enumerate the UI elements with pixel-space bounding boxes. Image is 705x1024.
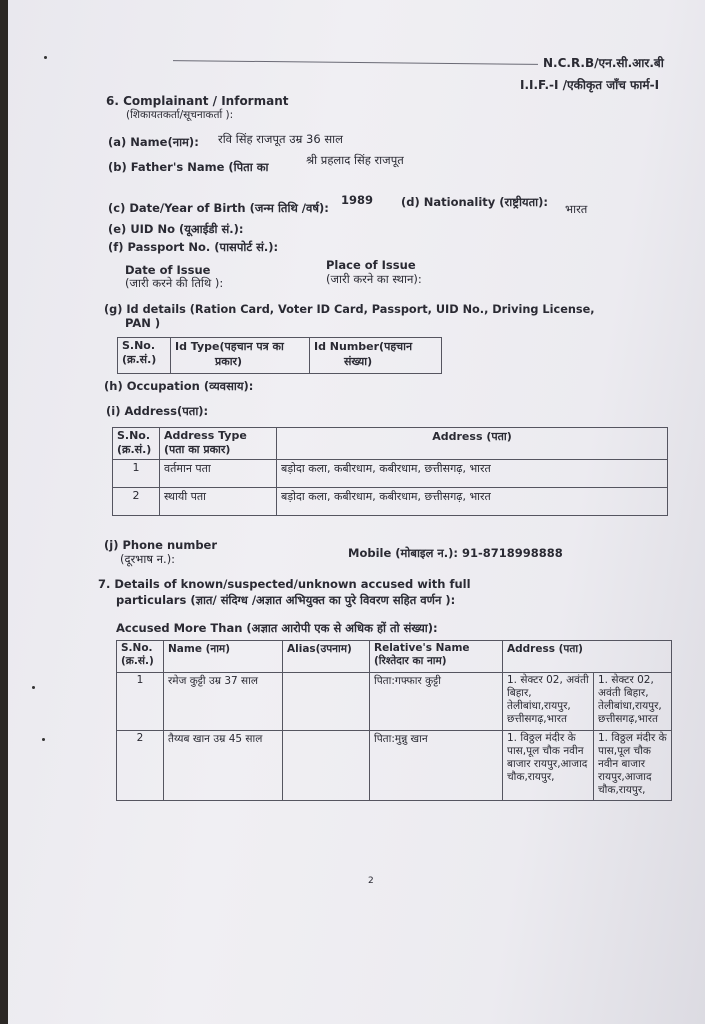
- addr-sno: 2: [113, 488, 160, 516]
- table-row: [117, 673, 672, 731]
- page-number: 2: [368, 876, 374, 886]
- section7-title-2: particulars (ज्ञात/ संदिग्ध /अज्ञात अभियुक्त का पुरे विवरण सहित वर्णन ):: [116, 593, 456, 607]
- passport-label: (f) Passport No. (पासपोर्ट सं.):: [108, 240, 279, 254]
- acc-name: रमेज कुट्टी उम्र 37 साल: [164, 673, 283, 731]
- id-details-label: (g) Id details (Ration Card, Voter ID Card, Passport, UID No., Driving License,: [104, 303, 595, 316]
- acc-relative: पिता:गफ्फार कुट्टी: [370, 673, 503, 731]
- dob-label: (c) Date/Year of Birth (जन्म तिथि /वर्ष):: [108, 201, 329, 215]
- table-row: [113, 460, 668, 488]
- punch-mark: [44, 56, 47, 59]
- address-label: (i) Address(पता):: [106, 404, 209, 418]
- header-rule: [173, 60, 538, 65]
- name-label: (a) Name(नाम):: [108, 135, 199, 149]
- date-of-issue-hindi: (जारी करने की तिथि ):: [125, 276, 224, 290]
- place-of-issue-label: Place of Issue: [326, 258, 416, 272]
- acc-col-address: Address (पता): [503, 641, 672, 673]
- dob-value: 1989: [341, 193, 374, 207]
- id-col-number: Id Number(पहचान संख्या): [310, 338, 442, 374]
- addr-value: बड़ोदा कला, कबीरधाम, कबीरधाम, छत्तीसगढ़, भारत: [277, 488, 668, 516]
- acc-col-name: Name (नाम): [164, 641, 283, 673]
- ncrb-header: N.C.R.B/एन.सी.आर.बी: [543, 56, 664, 70]
- acc-address-1: 1. सेक्टर 02, अवंती बिहार, तेलीबांधा,रायपुर, छत्तीसगढ़,भारत: [503, 673, 594, 731]
- id-col-sno: S.No. (क्र.सं.): [118, 338, 171, 374]
- address-table: [112, 427, 668, 516]
- acc-col-alias: Alias(उपनाम): [283, 641, 370, 673]
- acc-col-relative: Relative's Name (रिश्तेदार का नाम): [370, 641, 503, 673]
- id-col-type: Id Type(पहचान पत्र का प्रकार): [171, 338, 310, 374]
- section6-title: 6. Complainant / Informant: [106, 94, 289, 108]
- acc-address-2: 1. सेक्टर 02, अवंती बिहार, तेलीबांधा,रायपुर, छत्तीसगढ़,भारत: [594, 673, 672, 731]
- mobile-value: Mobile (मोबाइल न.): 91-8718998888: [348, 546, 563, 560]
- occupation-label: (h) Occupation (व्यवसाय):: [104, 379, 254, 393]
- id-details-table: [117, 337, 442, 374]
- acc-sno: 2: [117, 731, 164, 801]
- iif-header: I.I.F.-I /एकीकृत जाँच फार्म-I: [520, 78, 660, 92]
- uid-label: (e) UID No (यूआईडी सं.):: [108, 222, 244, 236]
- section6-title-hindi: (शिकायतकर्ता/सूचनाकर्ता ):: [126, 109, 234, 121]
- phone-label-hindi: (दूरभाष न.):: [120, 552, 176, 566]
- addr-value: बड़ोदा कला, कबीरधाम, कबीरधाम, छत्तीसगढ़, भारत: [277, 460, 668, 488]
- accused-table: [116, 640, 672, 801]
- addr-type: वर्तमान पता: [160, 460, 277, 488]
- acc-col-sno: S.No. (क्र.सं.): [117, 641, 164, 673]
- father-label: (b) Father's Name (पिता का: [108, 160, 269, 174]
- acc-alias: [283, 673, 370, 731]
- phone-label: (j) Phone number: [104, 538, 218, 552]
- nationality-label: (d) Nationality (राष्ट्रीयता):: [401, 195, 548, 209]
- acc-sno: 1: [117, 673, 164, 731]
- addr-type: स्थायी पता: [160, 488, 277, 516]
- id-details-label-2: PAN ): [125, 316, 161, 330]
- document-page: [8, 0, 705, 1024]
- accused-more-than: Accused More Than (अज्ञात आरोपी एक से अधिक हों तो संख्या):: [116, 621, 438, 635]
- acc-name: तैय्यब खान उम्र 45 साल: [164, 731, 283, 801]
- table-row: [117, 731, 672, 801]
- father-value: श्री प्रहलाद सिंह राजपूत: [306, 153, 404, 167]
- table-row: [113, 488, 668, 516]
- name-value: रवि सिंह राजपूत उम्र 36 साल: [218, 132, 343, 146]
- nationality-value: भारत: [565, 202, 588, 216]
- acc-address-2: 1. विठ्ठल मंदीर के पास,पूल चौक नवीन बाजार रायपुर,आजाद चौक,रायपुर,: [594, 731, 672, 801]
- acc-address-1: 1. विठ्ठल मंदीर के पास,पूल चौक नवीन बाजार रायपुर,आजाद चौक,रायपुर,: [503, 731, 594, 801]
- date-of-issue-label: Date of Issue: [125, 263, 211, 277]
- addr-sno: 1: [113, 460, 160, 488]
- addr-col-address: Address (पता): [277, 428, 668, 460]
- acc-alias: [283, 731, 370, 801]
- section7-title: 7. Details of known/suspected/unknown accused with full: [98, 577, 471, 591]
- punch-mark: [42, 738, 45, 741]
- place-of-issue-hindi: (जारी करने का स्थान):: [326, 272, 422, 286]
- addr-col-type: Address Type (पता का प्रकार): [160, 428, 277, 460]
- addr-col-sno: S.No. (क्र.सं.): [113, 428, 160, 460]
- acc-relative: पिता:मुन्नु खान: [370, 731, 503, 801]
- punch-mark: [32, 686, 35, 689]
